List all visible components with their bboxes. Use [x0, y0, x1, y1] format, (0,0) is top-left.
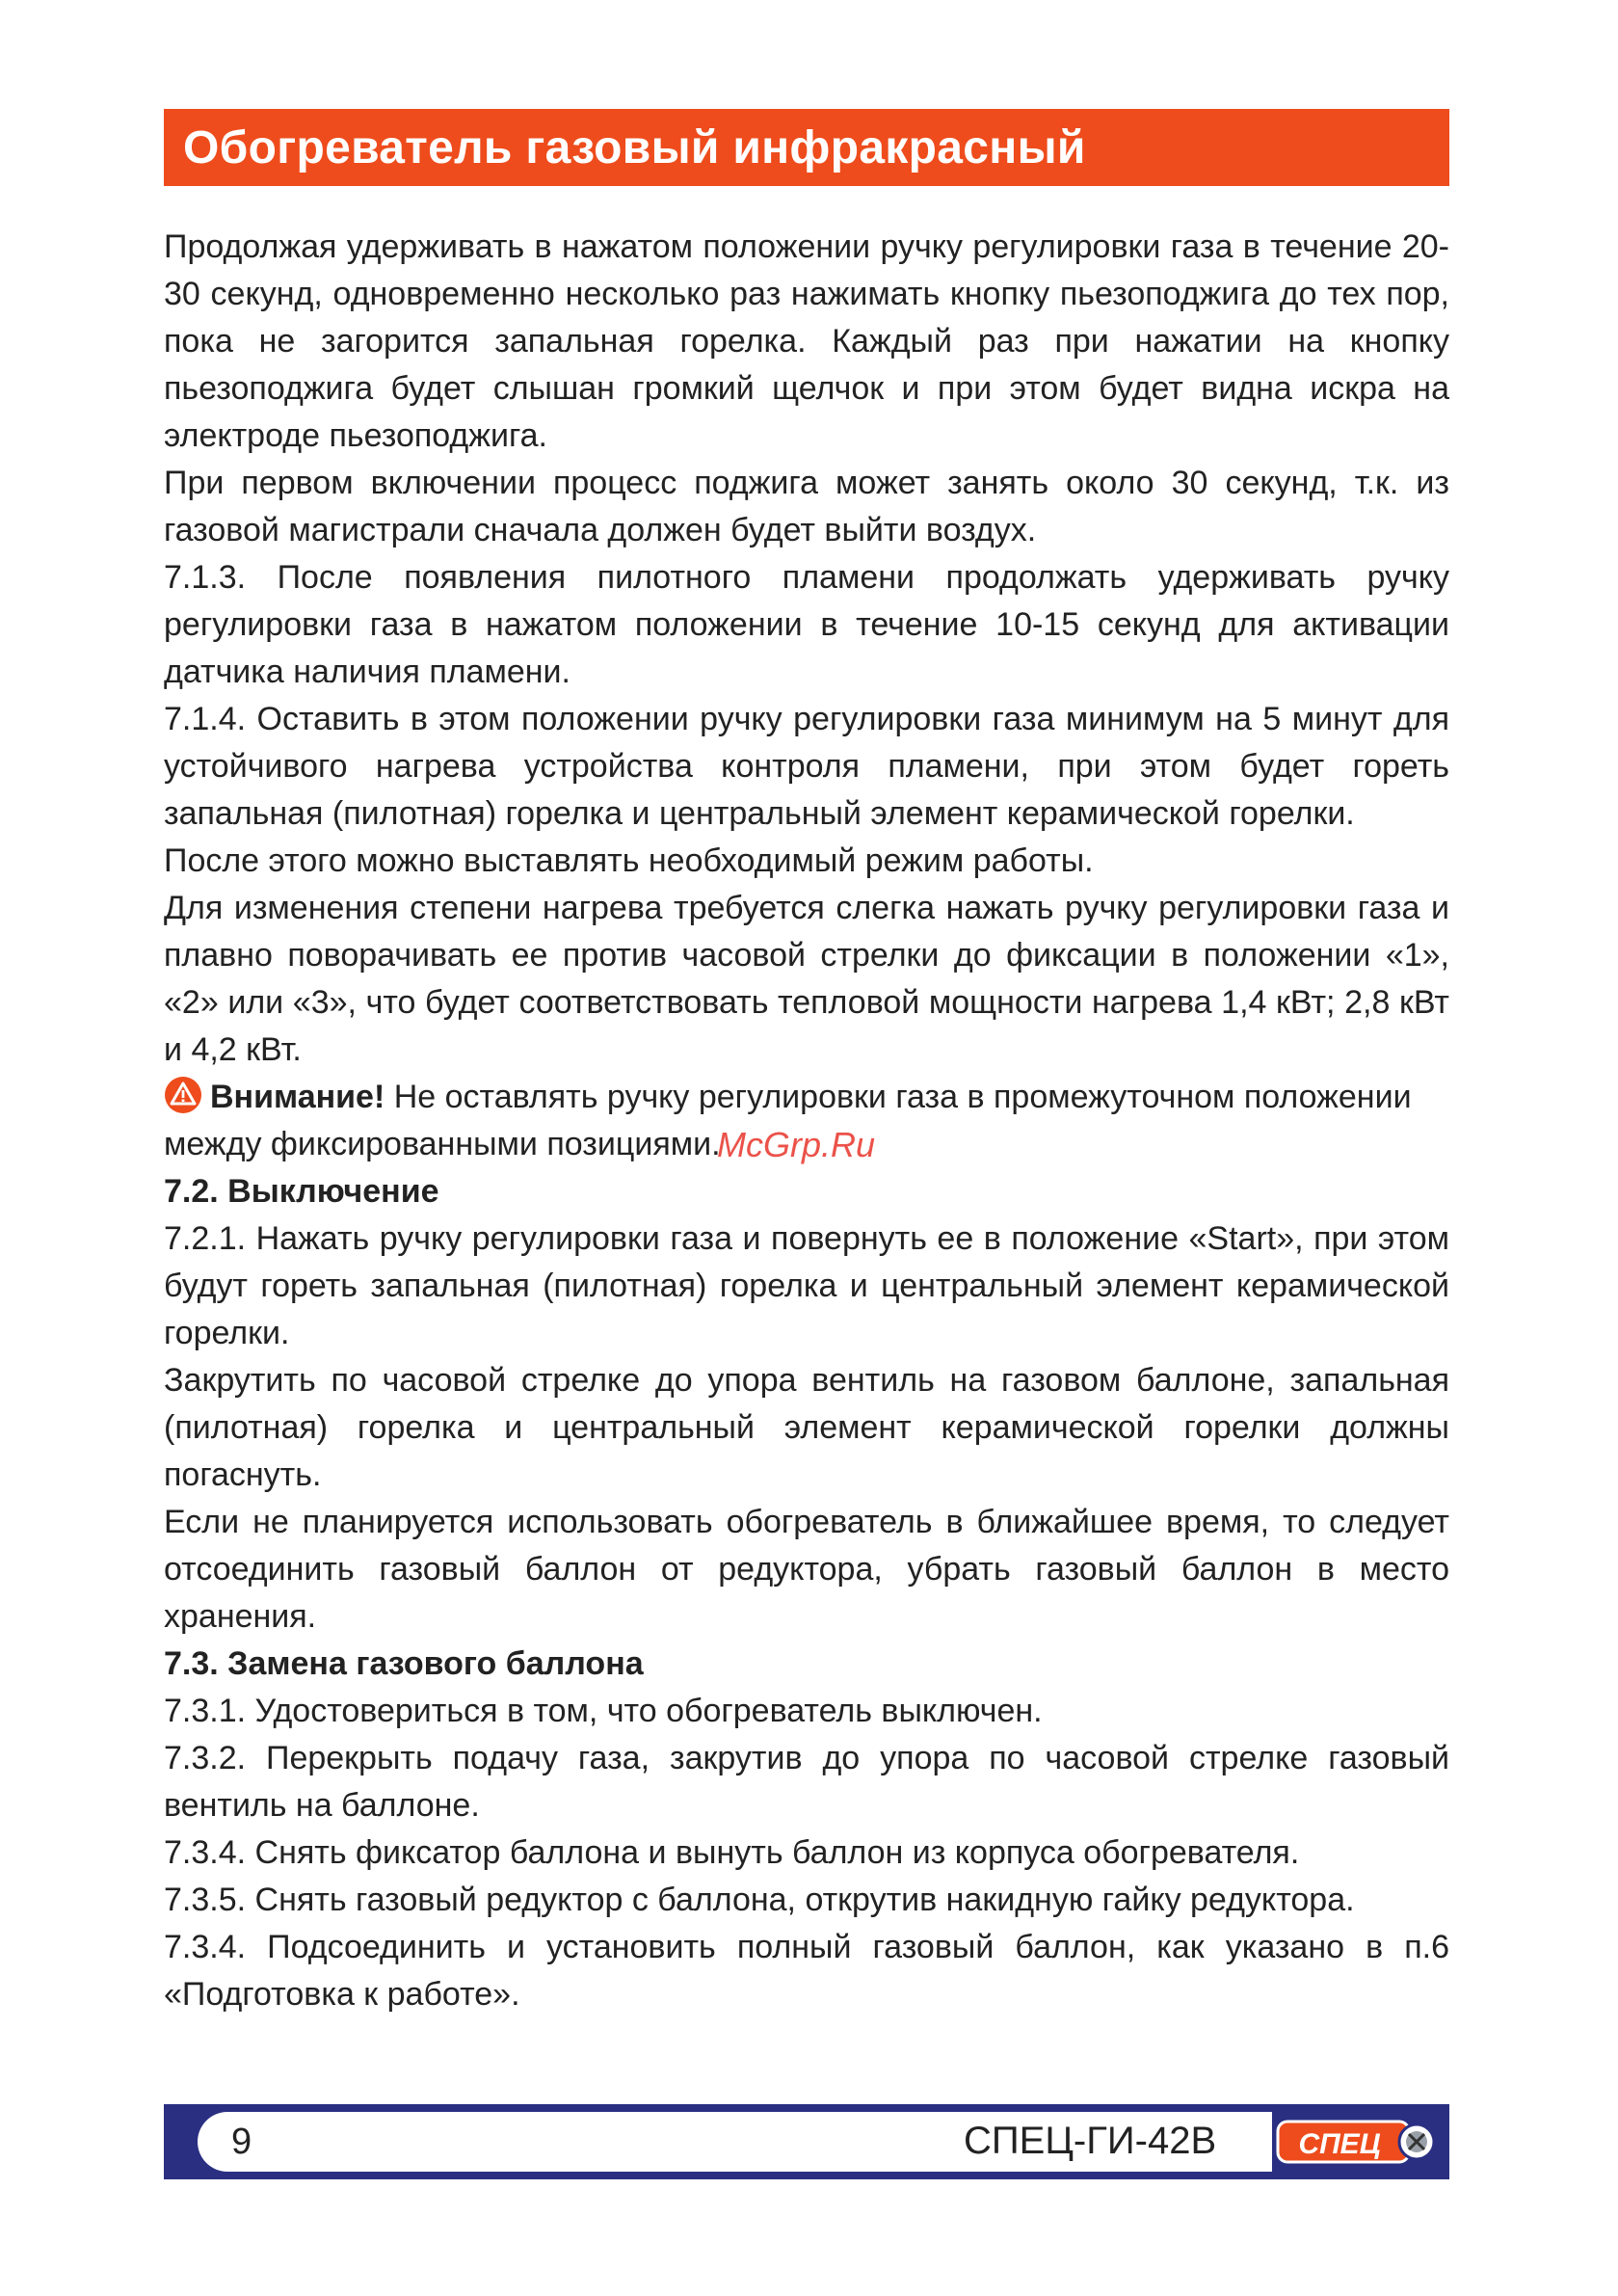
paragraph: 7.2.1. Нажать ручку регулировки газа и повернуть ее в положение «Start», при этом будут гореть запальная (пилотная) горелка и центральный элемент керамической горелки.	[164, 1220, 1449, 1351]
warning-label: Внимание!	[210, 1079, 385, 1115]
paragraph: 7.3.4. Подсоединить и установить полный газовый баллон, как указано в п.6 «Подготовка к работе».	[164, 1929, 1449, 2013]
paragraph: Закрутить по часовой стрелке до упора вентиль на газовом баллоне, запальная (пилотная) горелка и центральный элемент керамической горелки должны погаснуть.	[164, 1362, 1449, 1493]
document-body	[164, 224, 1449, 2018]
model-name: СПЕЦ-ГИ-42В	[964, 2120, 1217, 2162]
paragraph: 7.3.4. Снять фиксатор баллона и вынуть баллон из корпуса обогревателя.	[164, 1834, 1300, 1871]
paragraph: 7.1.3. После появления пилотного пламени продолжать удерживать ручку регулировки газа в нажатом положении в течение 10-15 секунд для активации датчика наличия пламени.	[164, 559, 1449, 690]
paragraph: 7.3.5. Снять газовый редуктор с баллона, открутив накидную гайку редуктора.	[164, 1882, 1355, 1918]
paragraph: Для изменения степени нагрева требуется слегка нажать ручку регулировки газа и плавно поворачивать ее против часовой стрелки до фиксации в положении «1», «2» или «3», что будет соответствовать тепловой мощности нагрева 1,4 кВт; 2,8 кВт и 4,2 кВт.	[164, 890, 1449, 1068]
paragraph: 7.3.1. Удостовериться в том, что обогреватель выключен.	[164, 1693, 1043, 1729]
brand-logo	[1272, 2112, 1442, 2172]
warning-text: Не оставлять ручку регулировки газа в промежуточном положении между фиксированными позициями.	[164, 1079, 1412, 1162]
paragraph: После этого можно выставлять необходимый режим работы.	[164, 842, 1094, 879]
warning-icon	[164, 1076, 202, 1114]
paragraph: При первом включении процесс поджига может занять около 30 секунд, т.к. из газовой магистрали сначала должен будет выйти воздух.	[164, 465, 1449, 548]
page-title: Обогреватель газовый инфракрасный	[183, 121, 1086, 174]
paragraph: 7.3.2. Перекрыть подачу газа, закрутив до упора по часовой стрелке газовый вентиль на баллоне.	[164, 1740, 1449, 1824]
paragraph: Если не планируется использовать обогреватель в ближайшее время, то следует отсоединить газовый баллон от редуктора, убрать газовый баллон в место хранения.	[164, 1504, 1449, 1635]
paragraph: 7.1.4. Оставить в этом положении ручку регулировки газа минимум на 5 минут для устойчивого нагрева устройства контроля пламени, при этом будет гореть запальная (пилотная) горелка и центральный элемент керамической горелки.	[164, 701, 1449, 832]
watermark: McGrp.Ru	[717, 1125, 876, 1164]
page-number: 9	[231, 2122, 252, 2162]
section-heading: 7.3. Замена газового баллона	[164, 1645, 644, 1682]
section-heading: 7.2. Выключение	[164, 1173, 439, 1210]
header-bar	[164, 109, 1449, 186]
logo-text: СПЕЦ	[1298, 2128, 1381, 2160]
paragraph: Продолжая удерживать в нажатом положении ручку регулировки газа в течение 20-30 секунд, одновременно несколько раз нажимать кнопку пьезоподжига до тех пор, пока не загорится запальная горелка. Каждый раз при нажатии на кнопку пьезоподжига будет слышан громкий щелчок и при этом будет видна искра на электроде пьезоподжига.	[164, 228, 1449, 454]
